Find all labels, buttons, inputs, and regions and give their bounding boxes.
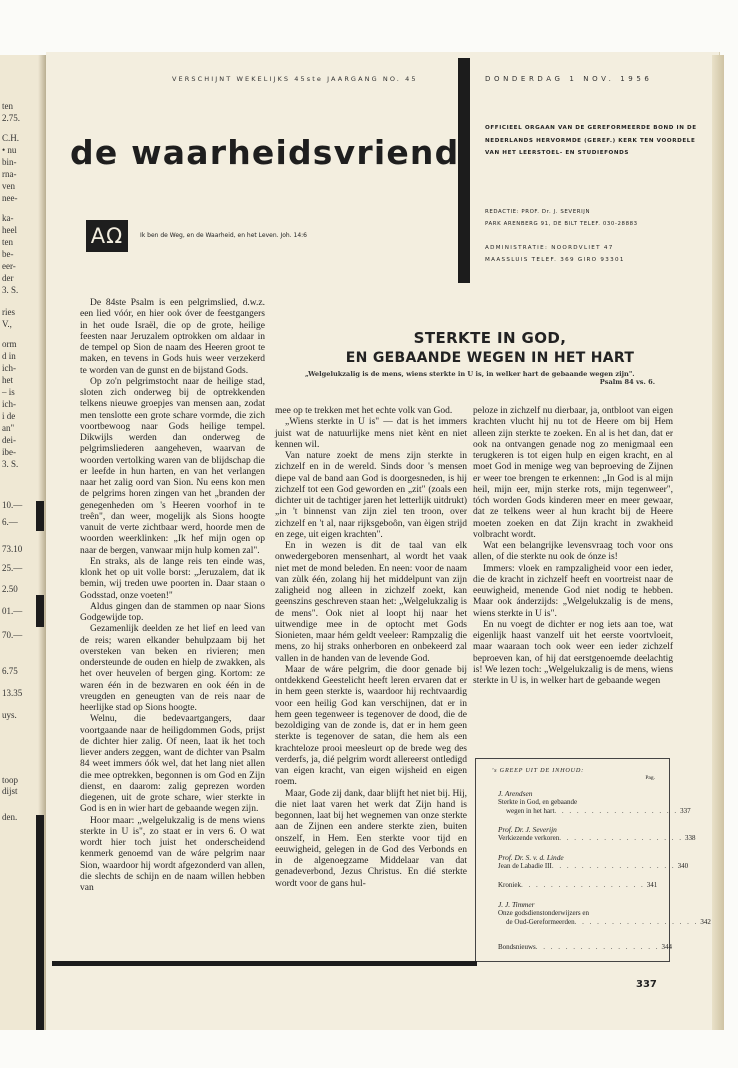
toc-entry-line xyxy=(498,881,658,890)
prev-page-fragment: ten xyxy=(2,237,13,247)
prev-page-fragment: an" xyxy=(2,423,15,433)
prev-page-fragment: orm xyxy=(2,339,17,349)
paragraph: Maar, Gode zij dank, daar blijft het niet bij. Hij, die niet laat varen het werk dat Zijn hand is begonnen, laat bij het wegnemen van onze sterkte aan de Zijnen een andere sterkte zien, buiten onszelf, in Hem. Een sterkte voor tijd en eeuwigheid, gelegen in de God des Verbonds en in de algenoegzame Middelaar van dat genadeverbond, Jezus Christus. En dié sterkte wordt voor de gans hul- xyxy=(275,788,467,889)
organization-statement: OFFICIEEL ORGAAN VAN DE GEREFORMEERDE BOND IN DE NEDERLANDS HERVORMDE (GEREF.) KERK TEN VOORDELE VAN HET LEERSTOEL- EN STUDIEFONDS xyxy=(485,125,697,156)
prev-page-fragment: 6.— xyxy=(2,517,18,527)
prev-page-fragment: i de xyxy=(2,411,16,421)
toc-entry-title: Verkiezende verkoren xyxy=(498,834,560,842)
toc-page-label: Pag. xyxy=(645,775,655,781)
prev-page-fragment: ries xyxy=(2,307,15,317)
prev-page-fragment: d in xyxy=(2,351,16,361)
paragraph: Hoor maar: „welgelukzalig is de mens wiens sterkte in U is", zo staat er in vers 6. O wat wordt hier toch juist het onderscheidend kenmerk genoemd van de wáre pelgrim naar Sion, waardoor hij wordt afgezonderd van allen, die slechts de schijn en de naam willen hebben van xyxy=(80,815,265,893)
toc-entry-title: Sterkte in God, en gebaande xyxy=(498,798,578,806)
issue-date: DONDERDAG 1 NOV. 1956 xyxy=(485,75,653,83)
prev-page-fragment: ten xyxy=(2,101,13,111)
prev-page-fragment: rna- xyxy=(2,169,17,179)
paragraph: En in wezen is dit de taal van elk onwedergeboren mensenhart, al wordt het vaak niet met de mond beleden. En neen: voor de naam van zùlk één, zolang hij het middelpunt van zijn zaligheid nog alleen in zichzelf zoekt, kan geenszins geschreven staan het: „Welgelukzalig is de mens". Ook niet al loopt hij naar het uitwendige mee in de optocht met Gods Sionieten, maar hém geldt veeleer: Rampzalig die mens, zo hij straks onherboren en onbekeerd zal vallen in de handen van de levende God. xyxy=(275,541,467,664)
paragraph: Welnu, die bedevaartgangers, daar voortgaande naar de heiligdommen Gods, prijst de dichter hier zalig. Of neen, laat ik het toch liever anders zeggen, want de dichter van Psalm 84 weet immers óók wel, dat het lang niet allen die mee optrekken, begonnen is om God en Zijn dienst, en daarom: zalig geprezen worden diegenen, uit de grote schare, wier sterkte in God is en in wier hart de gebaande wegen zijn. xyxy=(80,714,265,815)
epigraph-text: „Welgelukzalig is de mens, wiens sterkte in U is, in welker hart de gebaande wegen zijn". xyxy=(305,370,635,378)
prev-page-fragment: • nu xyxy=(2,145,17,155)
toc-entry-title: Bondsnieuws xyxy=(498,943,536,951)
prev-page-fragment: toop xyxy=(2,775,19,785)
toc-entry[interactable] xyxy=(498,789,691,816)
dot-leader: . . . . . . . . . . . . . . . . . xyxy=(535,943,660,951)
prev-page-fragment: der xyxy=(2,273,14,283)
editorial-address xyxy=(485,206,715,230)
toc-page: 340 xyxy=(677,862,689,870)
toc-entry-title: Jean de Labadie III xyxy=(498,862,552,870)
paragraph: „Wiens sterkte in U is" — dat is het immers juist wat de natuurlijke mens niet kènt en niet kennen wil. xyxy=(275,417,467,450)
paragraph: De 84ste Psalm is een pelgrimslied, d.w.z. een lied vóór, en hier ook óver de feestgangers in het oude Israël, die op de grote, heilige feesten naar Jeruzalem optrokken om aldaar in de tempel op Sion de naam des Heeren groot te maken, en tevens in Gods huis weer verzekerd te worden van de gunst en de bijstand Gods. xyxy=(80,298,265,376)
prev-page-fragment: uys. xyxy=(2,710,17,720)
toc-entry-line xyxy=(498,918,711,927)
toc-entry[interactable] xyxy=(498,943,672,952)
prev-page-fragment: ka- xyxy=(2,213,14,223)
prev-page-fragment: 3. S. xyxy=(2,285,19,295)
prev-page-fragment: 70.— xyxy=(2,630,23,640)
article-title-line-1: STERKTE IN GOD, xyxy=(413,329,567,347)
prev-page-fragment: ich- xyxy=(2,399,16,409)
prev-page-fragment: ich- xyxy=(2,363,16,373)
motto: Ik ben de Weg, en de Waarheid, en het Leven. Joh. 14:6 xyxy=(140,232,307,239)
epigraph-reference: Psalm 84 vs. 6. xyxy=(599,378,655,386)
toc-entry-line xyxy=(498,943,672,952)
paragraph: Van nature zoekt de mens zijn sterkte in zichzelf en in de wereld. Sinds door 's mensen diepe val de band aan God is doorgesneden, is hij zichzelf tot een God geworden en „zit" (zoals een dichter uit de tachtiger jaren het letterlijk uitdrukt) „in 't binnenst van zijn ziel ten troon, over zichzelf en 't al, naar rijksgeboôn, van èigen strijd en zege, uit eigen krachten". xyxy=(275,451,467,540)
dot-leader: . . . . . . . . . . . . . . . . . xyxy=(574,918,699,926)
volume-line: VERSCHIJNT WEKELIJKS 45ste JAARGANG NO. 45 xyxy=(172,75,418,83)
toc-entry[interactable] xyxy=(498,900,711,927)
admin-line: ADMINISTRATIE: NOORDVLIET 47 xyxy=(485,245,614,251)
prev-page-fragment: eer- xyxy=(2,261,16,271)
paragraph: peloze in zichzelf nu dierbaar, ja, ontbloot van eigen krachten vlucht hij nu tot de Heere om bij Hem alleen zijn sterkte te zoeken. En al is het dan, dat er ook na ontvangen genade nog zo menigmaal een terugkeren is tot eigen hulp en eigen kracht, en al moet God in menige weg van beproeving de Zijnen er weer toe brengen te erkennen: „In God is al mijn heil, mijn eer, mijn sterke rots, mijn tegenweer", tóch worden Gods kinderen meer en meer gewaar, dat ze telkens weer al hun kracht bij de Heere moeten zoeken en dat Zijn kracht in zwakheid volbracht wordt. xyxy=(473,406,673,540)
prev-page-fragment: 6.75 xyxy=(2,666,18,676)
prev-page-fragment: 13.35 xyxy=(2,688,23,698)
prev-page-fragment: V., xyxy=(2,319,12,329)
dot-leader: . . . . . . . . . . . . . . . . . xyxy=(559,834,683,842)
administration-address xyxy=(485,242,715,266)
paragraph: En straks, als de lange reis ten einde was, klonk het op uit volle borst: „Jeruzalem, dat ik bemin, wij treden uwe poorten in. Daar staan o Godsstad, onze voeten!" xyxy=(80,556,265,601)
prev-page-fragment: 73.10 xyxy=(2,544,23,554)
redactie-line: REDACTIE: PROF. Dr. J. SEVERIJN xyxy=(485,209,591,215)
prev-page-fragment: heel xyxy=(2,225,17,235)
prev-page-fragment: ven xyxy=(2,181,15,191)
prev-page-fragment: 2.75. xyxy=(2,113,20,123)
paragraph: Wat een belangrijke levensvraag toch voor ons allen, of die sterkte nu ook de ónze is! xyxy=(473,541,673,563)
toc-page: 342 xyxy=(700,918,711,926)
toc-entry[interactable] xyxy=(498,881,658,890)
dot-leader: . . . . . . . . . . . . . . . . . xyxy=(520,881,645,889)
previous-page-edge xyxy=(0,55,46,1030)
ink-block xyxy=(36,595,44,627)
paragraph: Gezamenlijk deelden ze het lief en leed van de reis; waren elkander behulpzaam bij het oversteken van beken en rivieren; men ondersteunde de ouden en hielp de zwakken, als het over heuvelen of bergen ging. Kortom: ze waren één in de bezwaren en ook één in de vreugden en geneugten van de reis naar de heerlijke stad op Sions hoogte. xyxy=(80,624,265,713)
prev-page-fragment: 2.50 xyxy=(2,584,18,594)
toc-author: J. Arendsen xyxy=(498,789,533,798)
toc-page: 344 xyxy=(661,943,672,951)
article-column-2 xyxy=(275,406,467,949)
prev-page-fragment: ibe- xyxy=(2,447,16,457)
prev-page-fragment: nee- xyxy=(2,193,18,203)
paragraph: mee op te trekken met het echte volk van God. xyxy=(275,406,453,416)
article-title-line-2: EN GEBAANDE WEGEN IN HET HART xyxy=(345,350,635,366)
prev-page-fragment: 01.— xyxy=(2,606,23,616)
table-of-contents xyxy=(475,758,711,962)
toc-author: Prof. Dr. S. v. d. Linde xyxy=(498,853,564,862)
page-number: 337 xyxy=(636,979,657,990)
article-epigraph xyxy=(305,370,655,386)
article-title xyxy=(280,328,700,368)
prev-page-fragment: C.H. xyxy=(2,133,20,143)
article-column-3 xyxy=(473,406,673,755)
paragraph: En nu voegt de dichter er nog iets aan toe, wat eigenlijk haast vanzelf uit het eerste voortvloeit, maar waaraan toch ook weer een ieder zichzelf beproeven kan, of hij dat eerstgenoemde deelachtig is! We lezen toch: „Welgelukzalig is de mens, wiens sterkte in U is, in welker hart de gebaande wegen xyxy=(473,619,673,686)
toc-entry-title-cont: de Oud-Gereformeerden xyxy=(506,918,575,926)
toc-page: 341 xyxy=(646,881,658,889)
prev-page-fragment: het xyxy=(2,375,13,385)
toc-author: Prof. Dr. J. Severijn xyxy=(498,825,557,834)
prev-page-fragment: 25.— xyxy=(2,563,23,573)
toc-entry-title: Kroniek xyxy=(498,881,521,889)
newspaper-title: de waarheidsvriend xyxy=(70,133,460,172)
toc-page: 338 xyxy=(684,834,696,842)
toc-heading: 's GREEP UIT DE INHOUD: xyxy=(492,767,585,774)
prev-page-fragment: – is xyxy=(2,387,15,397)
paragraph: Op zo'n pelgrimstocht naar de heilige stad, sloten zich onderweg bij de optrekkenden telkens nieuwe groepjes van mensen aan, zodat men tenslotte een grote schare vormde, die zich voortbewoog naar Gods heilige tempel. Dikwijls werden dan onderweg de pelgrimsliederen aangeheven, waarvan de woorden vertolking waren van de blijdschap die er leefde in hun harten, en van het verlangen naar het zalig oord van Sion. Nu eens kon men de pelgrims horen zingen van het „branden der genegenheden om 's Heeren voorhof in te treên", dan weer, mogelijk als Sions hoogte vanuit de verte zichtbaar werd, hoorde men de woorden weerklinken: „Ik hef mijn ogen op naar de bergen, vanwaar mijn hulp komen zal". xyxy=(80,376,265,556)
prev-page-fragment: dei- xyxy=(2,435,16,445)
ink-block xyxy=(36,815,44,1030)
toc-entry-line xyxy=(498,834,696,843)
prev-page-fragment: dijst xyxy=(2,786,18,796)
dot-leader: . . . . . . . . . . . . . . . . . xyxy=(551,862,676,870)
article-column-1 xyxy=(80,298,265,949)
bottom-rule xyxy=(52,961,477,966)
toc-entry-title: Onze godsdienstonderwijzers en xyxy=(498,909,589,917)
prev-page-fragment: 3. S. xyxy=(2,459,19,469)
masthead-vertical-rule xyxy=(458,58,470,283)
toc-entry-title-cont: wegen in het hart xyxy=(506,807,555,815)
admin-giro-line: MAASSLUIS TELEF. 369 GIRO 93301 xyxy=(485,257,625,263)
prev-page-fragment: 10.— xyxy=(2,500,23,510)
paragraph: Maar de wáre pelgrim, die door genade bij ontdekkend Geestelicht heeft leren ervaren dat er in hem geen sterkte is, waardoor hij rechtvaardig voor een heilig God kan verschijnen, dat er in hem geen tegenweer is tegenover de dood, die de bezoldiging van de zonde is, dat er in hem geen sterkte is tegenover de satan, die hem als een krachteloze prooi meesleurt op de brede weg des verderfs, ja, dié pelgrim wordt allereerst ontledigd van eigen kracht, van eigen wijsheid en eigen roem. xyxy=(275,664,467,788)
ink-block xyxy=(36,501,44,531)
redactie-address-line: PARK ARENBERG 91, DE BILT TELEF. 030-28883 xyxy=(485,221,638,227)
prev-page-fragment: den. xyxy=(2,812,18,822)
toc-entry-line xyxy=(498,862,689,871)
toc-author: J. J. Timmer xyxy=(498,900,535,909)
toc-page: 337 xyxy=(680,807,691,815)
paragraph: Immers: vloek en rampzaligheid voor een ieder, die de kracht in zichzelf heeft en voortreist naar de eeuwigheid, menende God niet nodig te hebben. Maar ook ánderzijds: „Welgelukzalig is de mens, wiens sterkte in U is". xyxy=(473,563,673,619)
prev-page-fragment: be- xyxy=(2,249,14,259)
alpha-omega-logo: AΩ xyxy=(86,220,128,252)
page-right-edge xyxy=(712,55,724,1030)
dot-leader: . . . . . . . . . . . . . . . . . xyxy=(554,807,679,815)
prev-page-fragment: bin- xyxy=(2,157,17,167)
paragraph: Aldus gingen dan de stammen op naar Sions Godgewijde top. xyxy=(80,601,265,623)
toc-entry[interactable] xyxy=(498,853,689,871)
toc-entry-line xyxy=(498,807,691,816)
toc-entry[interactable] xyxy=(498,825,696,843)
